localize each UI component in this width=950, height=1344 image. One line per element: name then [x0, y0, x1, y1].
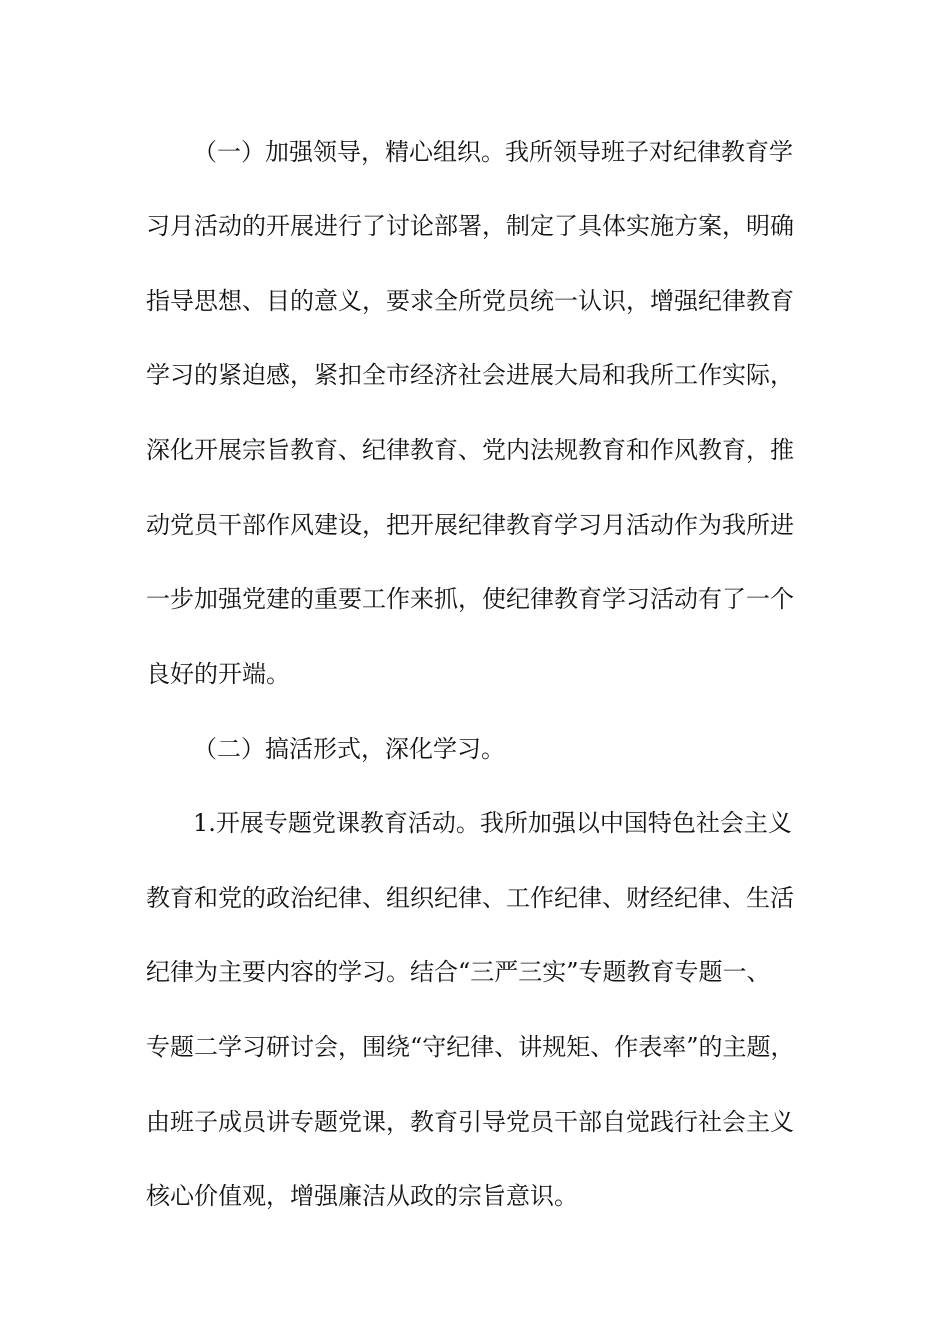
paragraph-1-line-3: 指导思想、目的意义，要求全所党员统一认识，增强纪律教育 [146, 287, 794, 315]
paragraph-1-line-2: 习月活动的开展进行了讨论部署，制定了具体实施方案，明确 [146, 212, 794, 240]
paragraph-2-line-3: 纪律为主要内容的学习。结合“三严三实”专题教育专题一、 [146, 958, 771, 986]
paragraph-1-line-8: 良好的开端。 [146, 660, 290, 688]
paragraph-1-line-1: （一）加强领导，精心组织。我所领导班子对纪律教育学 [193, 138, 793, 166]
paragraph-2-line-4: 专题二学习研讨会，围绕“守纪律、讲规矩、作表率”的主题， [146, 1033, 795, 1061]
paragraph-1-line-5: 深化开展宗旨教育、纪律教育、党内法规教育和作风教育，推 [146, 436, 794, 464]
paragraph-1-line-6: 动党员干部作风建设，把开展纪律教育学习月活动作为我所进 [146, 511, 794, 539]
paragraph-1-line-4: 学习的紧迫感，紧扣全市经济社会进展大局和我所工作实际， [146, 361, 794, 389]
paragraph-1-line-7: 一步加强党建的重要工作来抓，使纪律教育学习活动有了一个 [146, 585, 794, 613]
paragraph-2-line-6: 核心价值观，增强廉洁从政的宗旨意识。 [146, 1182, 578, 1210]
paragraph-2-line-1: 1.开展专题党课教育活动。我所加强以中国特色社会主义 [193, 809, 792, 837]
paragraph-2-line-5: 由班子成员讲专题党课，教育引导党员干部自觉践行社会主义 [146, 1108, 794, 1136]
section-heading-2: （二）搞活形式，深化学习。 [193, 735, 505, 763]
paragraph-2-line-2: 教育和党的政治纪律、组织纪律、工作纪律、财经纪律、生活 [146, 884, 794, 912]
